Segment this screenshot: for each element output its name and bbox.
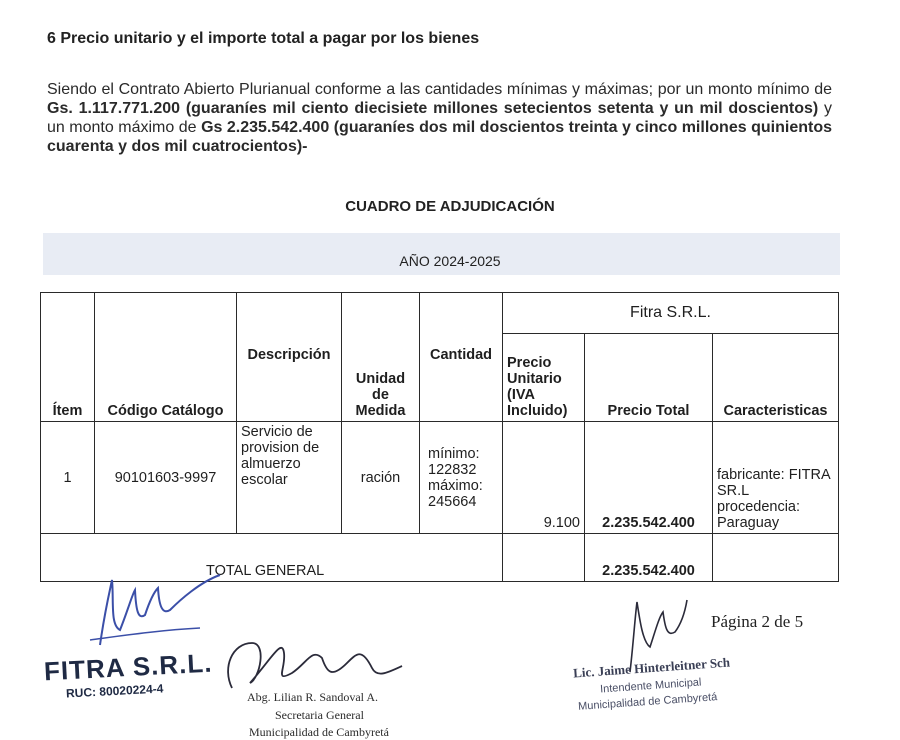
cell-cantidad: mínimo: 122832 máximo: 245664 [420, 422, 503, 534]
intendente-org: Municipalidad de Cambyretá [577, 691, 718, 713]
secretaria-name: Abg. Lilian R. Sandoval A. [247, 690, 378, 704]
cuadro-title: CUADRO DE ADJUDICACIÓN [345, 198, 555, 215]
secretaria-org: Municipalidad de Cambyretá [249, 725, 389, 739]
paragraph-text-1: Siendo el Contrato Abierto Plurianual conforme a las cantidades mínimas y máximas; por un monto mínimo de [47, 81, 832, 98]
fitra-stamp-ruc: RUC: 80020224-4 [65, 681, 164, 701]
header-precio-total: Precio Total [585, 334, 713, 422]
cell-item: 1 [41, 422, 95, 534]
paragraph-text-2: y un monto máximo de [47, 100, 833, 136]
header-item: Ítem [41, 293, 95, 422]
cell-precio-unitario: 9.100 [503, 422, 585, 534]
header-precio-unitario: Precio Unitario (IVA Incluido) [503, 334, 585, 422]
header-cantidad: Cantidad [420, 293, 503, 422]
cell-caracteristicas: fabricante: FITRA SR.L procedencia: Paraguay [713, 422, 839, 534]
header-codigo: Código Catálogo [95, 293, 237, 422]
paragraph-max-amount: Gs 2.235.542.400 (guaraníes dos mil doscientos treinta y cinco millones quinientos cuarenta y dos mil cuatrocientos)- [47, 119, 832, 155]
adjudication-table [40, 292, 839, 582]
section-heading: 6 Precio unitario y el importe total a pagar por los bienes [47, 30, 480, 47]
fitra-stamp-name: FITRA S.R.L. [43, 647, 214, 687]
table-row [41, 422, 839, 534]
total-empty-cell [503, 534, 585, 582]
intendente-name: Lic. Jaime Hinterleitner Sch [572, 654, 731, 681]
paragraph-min-amount: Gs. 1.117.771.200 (guaraníes mil ciento diecisiete millones setecientos setenta y un mil doscientos) [47, 100, 819, 117]
table-supplier-row [41, 293, 839, 334]
cell-descripcion: Servicio de provision de almuerzo escolar [237, 422, 342, 534]
header-descripcion: Descripción [237, 293, 342, 422]
header-caracteristicas: Caracteristicas [713, 334, 839, 422]
supplier-name: Fitra S.R.L. [503, 293, 839, 334]
total-value: 2.235.542.400 [585, 534, 713, 582]
signature-fitra [80, 570, 230, 660]
contract-paragraph [47, 80, 832, 156]
intendente-role: Intendente Municipal [599, 676, 702, 696]
cell-codigo: 90101603-9997 [95, 422, 237, 534]
signature-secretaria [212, 628, 412, 698]
secretaria-role: Secretaria General [275, 708, 364, 722]
year-label: AÑO 2024-2025 [399, 253, 501, 269]
cell-precio-total: 2.235.542.400 [585, 422, 713, 534]
total-label: TOTAL GENERAL [41, 534, 503, 582]
page-number: Página 2 de 5 [711, 612, 804, 631]
cell-unidad: ración [342, 422, 420, 534]
total-empty-cell-2 [713, 534, 839, 582]
header-unidad: Unidad de Medida [342, 293, 420, 422]
